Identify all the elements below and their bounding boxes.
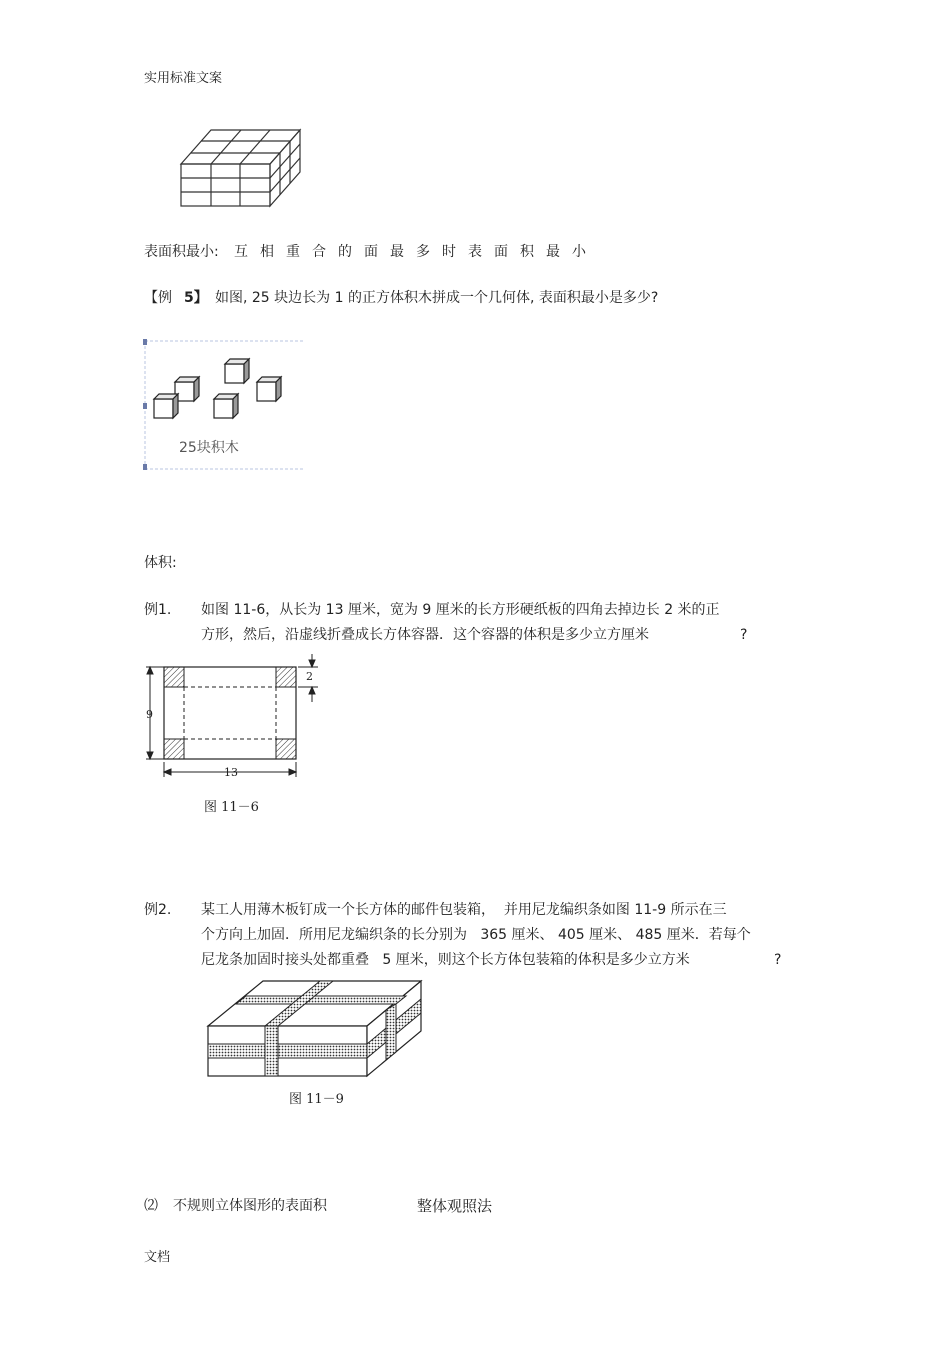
- figure-11-6-height-label: 9: [146, 708, 153, 721]
- min-area-text: 互相重合的面最多时表面积最小: [234, 244, 598, 260]
- example2-line3: 尼龙条加固时接头处都重叠 5 厘米，则这个长方体包装箱的体积是多少立方米: [201, 952, 690, 968]
- figure-11-6-caption: 图 11－6: [204, 800, 259, 815]
- figure-11-6: [140, 650, 330, 815]
- example1-line2: 方形，然后，沿虚线折叠成长方体容器．这个容器的体积是多少立方厘米: [201, 627, 649, 643]
- blocks-figure-label: 25块积木: [179, 440, 239, 456]
- example1-tag: 例1.: [144, 602, 172, 618]
- figure-11-9-caption: 图 11－9: [289, 1092, 344, 1107]
- example2-line2: 个方向上加固．所用尼龙编织条的长分别为 365 厘米、 405 厘米、 485 厘米．若每个: [201, 927, 751, 943]
- min-area-label: 表面积最小:: [144, 244, 219, 260]
- page-footer: 文档: [144, 1250, 171, 1265]
- example2-line3-end: ?: [774, 952, 782, 968]
- blocks-figure: [143, 339, 305, 473]
- page-header: 实用标准文案: [144, 71, 223, 86]
- cuboid-stack-figure: [178, 126, 308, 210]
- example5-num: 5】: [184, 290, 208, 306]
- example5-tag: 【例: [144, 290, 172, 306]
- figure-11-6-corner-label: 2: [306, 670, 313, 683]
- figure-11-9: [203, 976, 425, 1107]
- figure-11-6-width-label: 13: [224, 766, 238, 779]
- irregular-section-text: 不规则立体图形的表面积: [173, 1198, 327, 1214]
- irregular-section-num: ⑵: [144, 1198, 158, 1214]
- volume-heading: 体积:: [144, 555, 177, 571]
- example1-line1: 如图 11-6，从长为 13 厘米，宽为 9 厘米的长方形硬纸板的四角去掉边长 2 米的正: [201, 602, 720, 618]
- example2-tag: 例2.: [144, 902, 172, 918]
- example5-text: 如图, 25 块边长为 1 的正方体积木拼成一个几何体, 表面积最小是多少?: [215, 290, 659, 306]
- irregular-section-method: 整体观照法: [417, 1197, 493, 1215]
- example2-line1: 某工人用薄木板钉成一个长方体的邮件包装箱， 并用尼龙编织条如图 11-9 所示在三: [201, 902, 727, 918]
- example1-line2-end: ?: [740, 627, 748, 643]
